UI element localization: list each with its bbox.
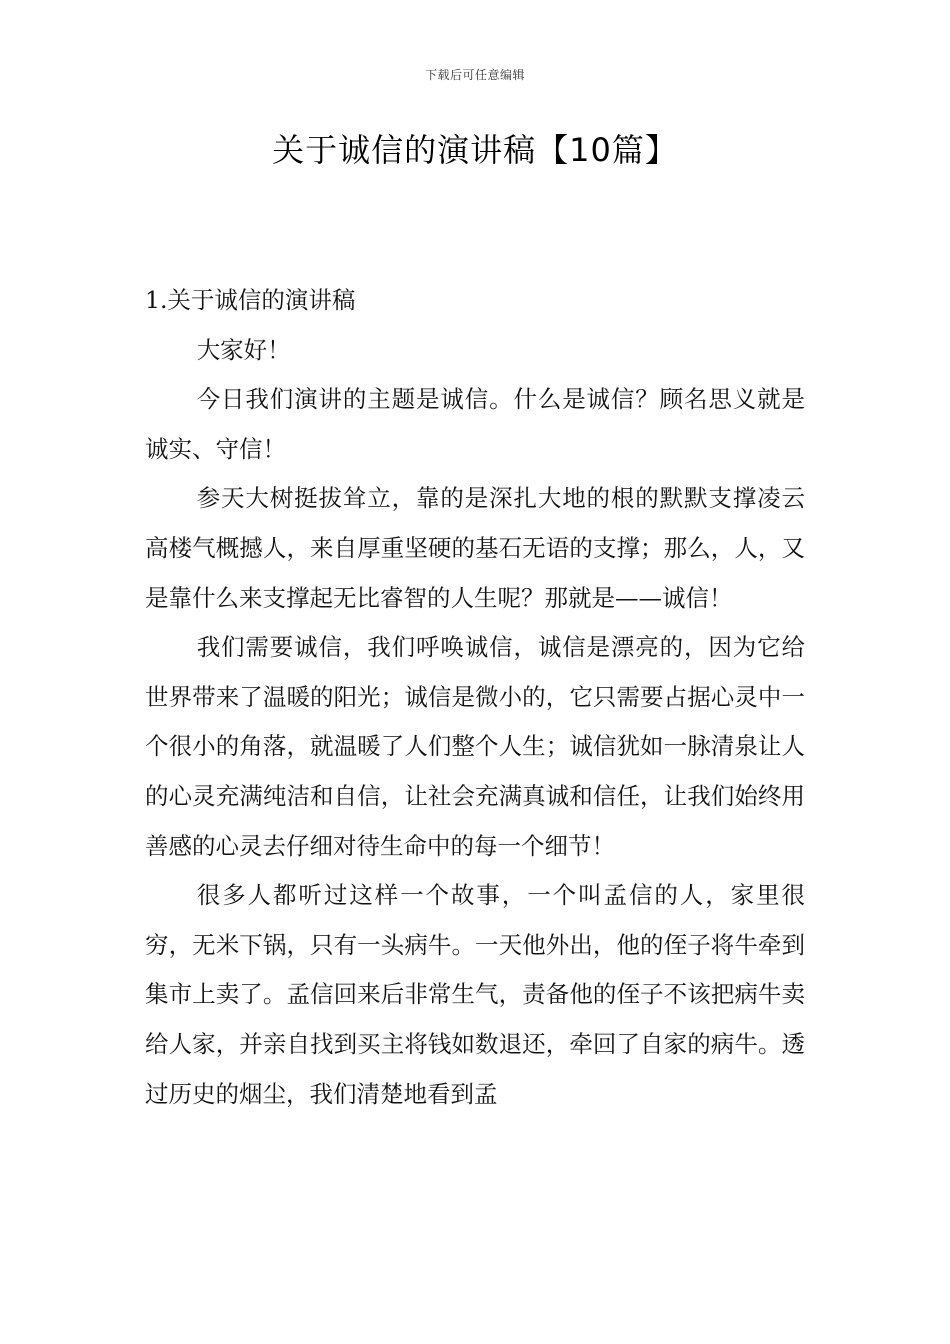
paragraph-need-honesty: 我们需要诚信，我们呼唤诚信，诚信是漂亮的，因为它给世界带来了温暖的阳光；诚信是微小的，它只需要占据心灵中一个很小的角落，就温暖了人们整个人生；诚信犹如一脉清泉让人的心灵充满纯洁和自信，让社会充满真诚和信任，让我们始终用善感的心灵去仔细对待生命中的每一个细节！: [145, 633, 805, 860]
document-title: 关于诚信的演讲稿【10篇】: [272, 131, 678, 169]
section-heading: 1.关于诚信的演讲稿: [145, 286, 356, 314]
paragraph-tree-metaphor: 参天大树挺拔耸立，靠的是深扎大地的根的默默支撑凌云高楼气概撼人，来自厚重坚硬的基石无语的支撑；那么，人，又是靠什么来支撑起无比睿智的人生呢？那就是——诚信！: [145, 484, 805, 612]
header-note: 下载后可任意编辑: [424, 68, 525, 82]
document-body: [145, 276, 805, 1119]
paragraph-theme: 今日我们演讲的主题是诚信。什么是诚信？顾名思义就是诚实、守信！: [145, 385, 805, 463]
paragraph-story: 很多人都听过这样一个故事，一个叫孟信的人，家里很穷，无米下锅，只有一头病牛。一天他外出，他的侄子将牛牵到集市上卖了。孟信回来后非常生气，责备他的侄子不该把病牛卖给人家，并亲自找到买主将钱如数退还，牵回了自家的病牛。透过历史的烟尘，我们清楚地看到孟: [145, 881, 805, 1108]
paragraph-greeting: 大家好！: [196, 335, 291, 364]
